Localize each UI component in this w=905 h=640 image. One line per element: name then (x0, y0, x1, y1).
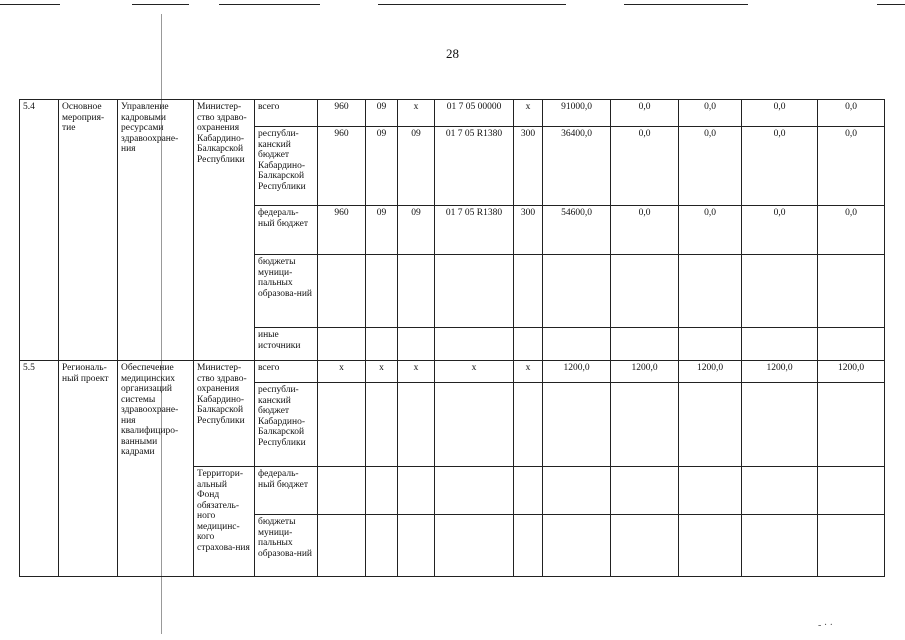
cell-rz (366, 383, 398, 467)
cell-csr (435, 467, 514, 515)
cell-vr: 300 (514, 206, 543, 255)
cell-v2020: 0,0 (611, 100, 679, 127)
top-rule (624, 4, 748, 5)
cell-grbs: х (318, 361, 366, 383)
cell-grbs: 960 (318, 206, 366, 255)
cell-pr (398, 515, 435, 577)
cell-grbs (318, 467, 366, 515)
row-type: Региональ-ный проект (59, 361, 118, 577)
cell-vr: 300 (514, 127, 543, 206)
cell-rz (366, 515, 398, 577)
table-row (20, 100, 885, 127)
cell-csr: х (435, 361, 514, 383)
cell-v2021: 1200,0 (679, 361, 742, 383)
cell-v2019 (543, 467, 611, 515)
cell-rz (366, 255, 398, 328)
cell-pr: х (398, 361, 435, 383)
table-row (20, 361, 885, 383)
cell-v2020 (611, 328, 679, 361)
cell-v2019 (543, 328, 611, 361)
cell-grbs: 960 (318, 127, 366, 206)
cell-pr (398, 383, 435, 467)
cell-csr: 01 7 05 R1380 (435, 206, 514, 255)
cell-pr: 09 (398, 206, 435, 255)
cell-v2021 (679, 383, 742, 467)
top-rule (0, 4, 60, 5)
funding-source: федераль-ный бюджет (255, 206, 318, 255)
cell-v2019: 54600,0 (543, 206, 611, 255)
cell-pr: х (398, 100, 435, 127)
budget-table (19, 99, 885, 577)
cell-pr (398, 255, 435, 328)
row-name: Обеспечение медицинских организаций системы здравоохране-ния квалифициро-ванными кадрами (118, 361, 194, 577)
cell-v2022 (742, 255, 818, 328)
cell-v2019: 36400,0 (543, 127, 611, 206)
top-rule (877, 4, 905, 5)
funding-source: бюджеты муници-пальных образова-ний (255, 255, 318, 328)
cell-rz: 09 (366, 127, 398, 206)
cell-rz: х (366, 361, 398, 383)
cell-v2023 (818, 515, 885, 577)
funding-source: бюджеты муници-пальных образова-ний (255, 515, 318, 577)
cell-vr (514, 255, 543, 328)
row-executor-2: Территори-альный Фонд обязатель-ного медицинс-кого страхова-ния (194, 467, 255, 577)
cell-v2021 (679, 255, 742, 328)
cell-v2022 (742, 515, 818, 577)
cell-v2023: 0,0 (818, 100, 885, 127)
cell-v2020: 0,0 (611, 127, 679, 206)
cell-v2023 (818, 328, 885, 361)
cell-v2019 (543, 255, 611, 328)
row-number: 5.4 (20, 100, 59, 361)
cell-v2022: 0,0 (742, 206, 818, 255)
page-number: 28 (446, 46, 459, 61)
cell-v2020 (611, 255, 679, 328)
cell-pr (398, 328, 435, 361)
cell-pr: 09 (398, 127, 435, 206)
cell-grbs (318, 328, 366, 361)
funding-source: всего (255, 100, 318, 127)
top-rule (378, 4, 566, 5)
cell-vr (514, 383, 543, 467)
cell-v2020: 1200,0 (611, 361, 679, 383)
row-executor: Министер-ство здраво-охранения Кабардино-Балкарской Республики (194, 361, 255, 467)
cell-v2020: 0,0 (611, 206, 679, 255)
cell-v2019 (543, 383, 611, 467)
row-type: Основное мероприя-тие (59, 100, 118, 361)
cell-vr (514, 515, 543, 577)
cell-csr (435, 383, 514, 467)
cell-rz: 09 (366, 206, 398, 255)
cell-v2022 (742, 383, 818, 467)
cell-csr: 01 7 05 00000 (435, 100, 514, 127)
row-executor: Министер-ство здраво-охранения Кабардино-Балкарской Республики (194, 100, 255, 361)
cell-v2023: 1200,0 (818, 361, 885, 383)
cell-csr (435, 328, 514, 361)
cell-v2023: 0,0 (818, 206, 885, 255)
cell-v2021 (679, 467, 742, 515)
cell-csr (435, 255, 514, 328)
funding-source: иные источники (255, 328, 318, 361)
row-name: Управление кадровыми ресурсами здравоохране-ния (118, 100, 194, 361)
cell-v2023 (818, 467, 885, 515)
cell-v2023: 0,0 (818, 127, 885, 206)
cell-v2019: 91000,0 (543, 100, 611, 127)
cell-grbs (318, 515, 366, 577)
funding-source: республи-канский бюджет Кабардино-Балкарской Республики (255, 127, 318, 206)
cell-rz (366, 328, 398, 361)
funding-source: федераль-ный бюджет (255, 467, 318, 515)
cell-grbs (318, 255, 366, 328)
cell-rz (366, 467, 398, 515)
top-rule (132, 4, 189, 5)
cell-rz: 09 (366, 100, 398, 127)
cell-v2020 (611, 383, 679, 467)
cell-v2020 (611, 515, 679, 577)
cell-v2021: 0,0 (679, 127, 742, 206)
cell-vr (514, 467, 543, 515)
cell-csr (435, 515, 514, 577)
cell-v2019: 1200,0 (543, 361, 611, 383)
cell-v2022: 0,0 (742, 127, 818, 206)
cell-vr: х (514, 100, 543, 127)
cell-v2020 (611, 467, 679, 515)
cell-v2022 (742, 328, 818, 361)
top-rule (219, 4, 320, 5)
cell-grbs (318, 383, 366, 467)
cell-v2019 (543, 515, 611, 577)
cell-csr: 01 7 05 R1380 (435, 127, 514, 206)
cell-v2021 (679, 328, 742, 361)
cell-v2023 (818, 383, 885, 467)
cell-v2021: 0,0 (679, 206, 742, 255)
cell-v2021 (679, 515, 742, 577)
cell-vr: х (514, 361, 543, 383)
row-number: 5.5 (20, 361, 59, 577)
funding-source: республи-канский бюджет Кабардино-Балкарской Республики (255, 383, 318, 467)
cell-vr (514, 328, 543, 361)
cell-v2022 (742, 467, 818, 515)
cell-v2023 (818, 255, 885, 328)
cell-v2022: 0,0 (742, 100, 818, 127)
cell-v2022: 1200,0 (742, 361, 818, 383)
cell-v2021: 0,0 (679, 100, 742, 127)
cell-grbs: 960 (318, 100, 366, 127)
funding-source: всего (255, 361, 318, 383)
corner-mark: ‑ · · (818, 620, 833, 631)
cell-pr (398, 467, 435, 515)
